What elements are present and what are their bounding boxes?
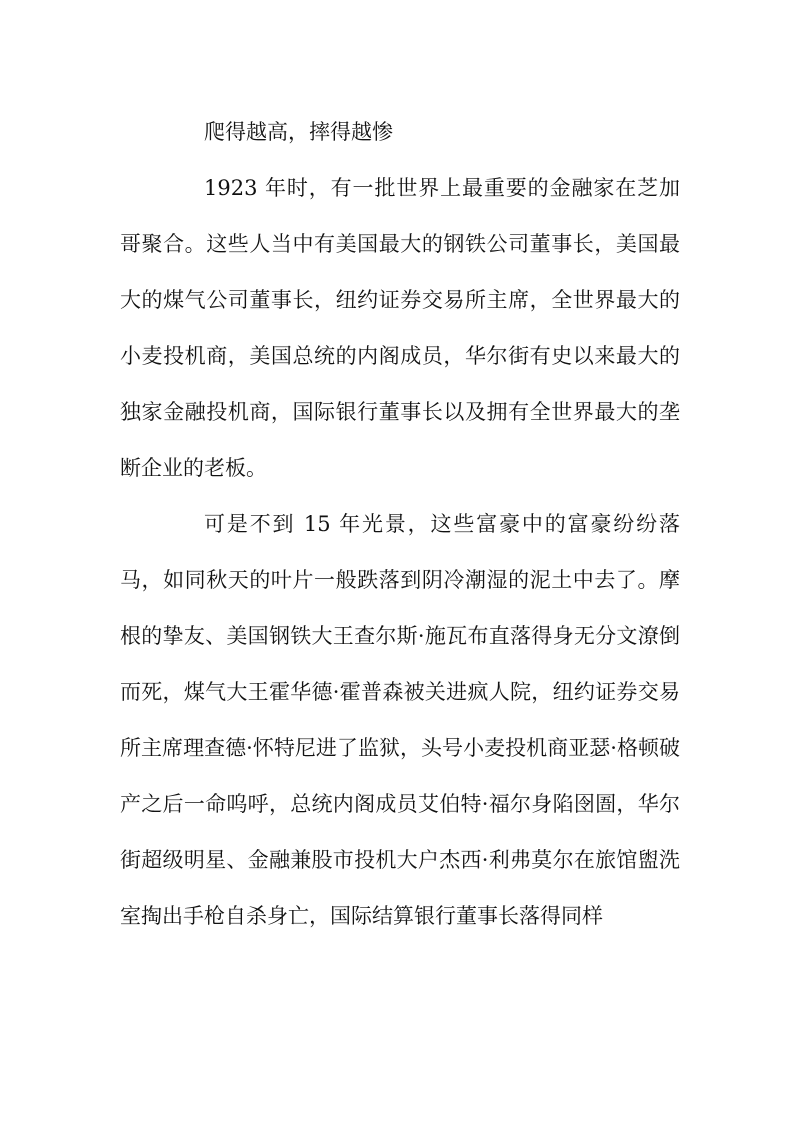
- paragraph-2: 可是不到 15 年光景，这些富豪中的富豪纷纷落马，如同秋天的叶片一般跌落到阴冷潮湿的泥土中去了。摩根的挚友、美国钢铁大王查尔斯·施瓦布直落得身无分文潦倒而死，煤气大王霍华德·霍普森被关进疯人院，纽约证券交易所主席理查德·怀特尼进了监狱，头号小麦投机商亚瑟·格顿破产之后一命呜呼，总统内阁成员艾伯特·福尔身陷囹圄，华尔街超级明星、金融兼股市投机大户杰西·利弗莫尔在旅馆盥洗室掏出手枪自杀身亡，国际结算银行董事长落得同样: [120, 512, 680, 928]
- document-body: [120, 104, 680, 944]
- article-title: 爬得越高，摔得越惨: [204, 120, 393, 144]
- paragraph-1: 1923 年时，有一批世界上最重要的金融家在芝加哥聚合。这些人当中有美国最大的钢铁公司董事长，美国最大的煤气公司董事长，纽约证券交易所主席，全世界最大的小麦投机商，美国总统的内阁成员，华尔街有史以来最大的独家金融投机商，国际银行董事长以及拥有全世界最大的垄断企业的老板。: [120, 176, 680, 480]
